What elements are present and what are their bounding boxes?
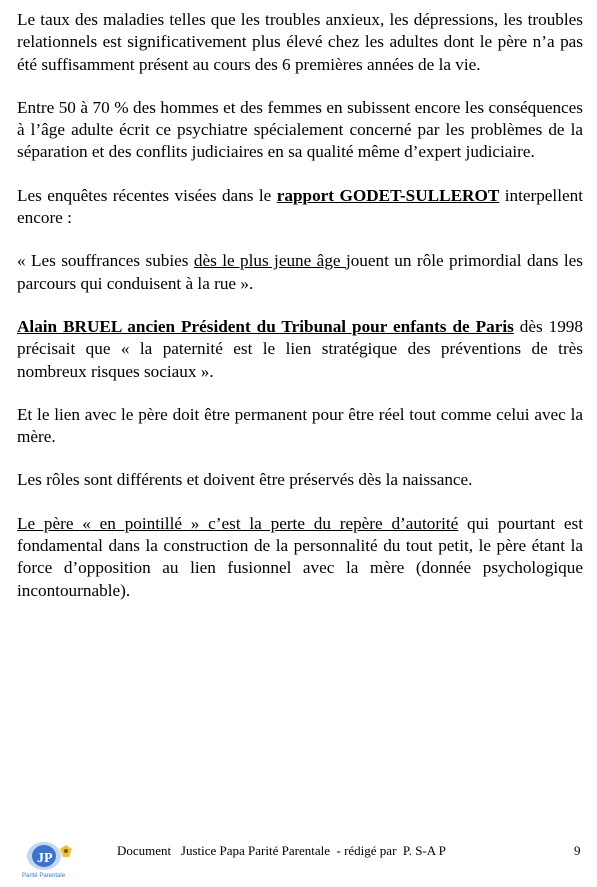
paragraph-7-text: Les rôles sont différents et doivent être préservés dès la naissance. (17, 470, 473, 490)
paragraph-4-text-after: jouent un rôle primordial dans les parcours qui conduisent à la rue ». (17, 251, 583, 293)
paragraph-7 (17, 469, 583, 491)
paragraph-2-text: Entre 50 à 70 % des hommes et des femmes en subissent encore les conséquences à l’âge adulte écrit ce psychiatre spécialement concerné par les problèmes de la séparation et des conflits judiciaires en sa qualité même d’expert judiciaire. (17, 97, 583, 162)
paragraph-8 (17, 513, 583, 602)
paragraph-8-text: qui pourtant est fondamental dans la construction de la personnalité du tout petit, le père étant la force d’opposition au lien fusionnel avec la mère (donnée psychologique incontournable). (17, 513, 583, 600)
rapport-godet-sullerot-reference: rapport GODET-SULLEROT (276, 185, 500, 205)
page-number: 9 (574, 843, 581, 858)
paragraph-3 (17, 185, 583, 230)
paragraph-6-text: Et le lien avec le père doit être permanent pour être réel tout comme celui avec la mère. (17, 404, 583, 447)
paragraph-6 (17, 404, 583, 449)
document-page (17, 9, 583, 623)
logo-caption: Parité Parentale (22, 873, 66, 879)
paragraph-2 (17, 97, 583, 164)
paragraph-3-text-before: Les enquêtes récentes visées dans le (17, 185, 277, 205)
paragraph-4-text-before: « Les souffrances subies (17, 251, 194, 271)
justice-papa-logo-icon (20, 839, 86, 879)
paragraph-8-underlined: Le père « en pointillé » c’est la perte du repère d’autorité (17, 513, 459, 533)
paragraph-1 (17, 9, 583, 76)
paragraph-4-underlined: dès le plus jeune âge (193, 251, 346, 271)
alain-bruel-heading: Alain BRUEL ancien Président du Tribunal pour enfants de Paris (17, 316, 514, 336)
paragraph-4-quote (17, 250, 583, 295)
footer-document-title: Document Justice Papa Parité Parentale - rédigé par P. S-A P (117, 843, 446, 858)
logo-letters: JP (37, 851, 53, 866)
page-footer (0, 833, 597, 883)
paragraph-3-text-after: interpellent encore : (17, 185, 583, 228)
paragraph-5-text: dès 1998 précisait que « la paternité est le lien stratégique des préventions de très nombreux risques sociaux ». (17, 316, 583, 381)
paragraph-1-text: Le taux des maladies telles que les troubles anxieux, les dépressions, les troubles relationnels est significativement plus élevé chez les adultes dont le père n’a pas été suffisamment présent au cours des 6 premières années de la vie. (17, 10, 583, 74)
paragraph-5 (17, 316, 583, 383)
